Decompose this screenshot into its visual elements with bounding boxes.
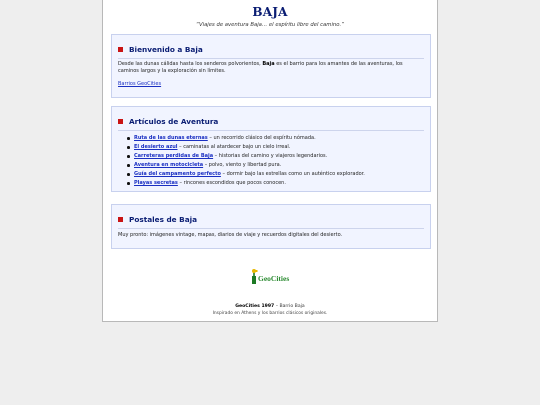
postcards-section — [111, 204, 431, 249]
postcards-text: Muy pronto: imágenes vintage, mapas, diarios de viaje y recuerdos digitales del desierto. — [118, 232, 343, 238]
red-square-icon — [118, 119, 123, 124]
red-square-icon — [118, 47, 123, 52]
article-link-carreteras[interactable]: Carreteras perdidas de Baja — [134, 153, 214, 160]
article-link-campamento[interactable]: Guía del campamento perfecto — [134, 171, 221, 178]
article-link-motocicleta[interactable]: Aventura en motocicleta — [134, 162, 204, 169]
postcards-title: Postales de Baja — [129, 215, 198, 224]
welcome-text-bold: Baja — [262, 61, 275, 67]
list-item: Playas secretas – rincones escondidos que pocos conocen. — [134, 179, 365, 188]
page-title: BAJA — [252, 5, 288, 19]
articles-list — [134, 134, 365, 189]
list-item: Aventura en motocicleta – polvo, viento y libertad pura. — [134, 161, 365, 170]
welcome-text: Desde las dunas cálidas hasta los senderos polvorientos, Baja es el barrio para los amantes de las aventuras, los caminos largos y la exploración sin límites. — [118, 61, 403, 74]
geocities-neighborhoods-link[interactable]: Barrios GeoCities — [118, 81, 162, 87]
list-item: Carreteras perdidas de Baja – historias del camino y viajeros legendarios. — [134, 152, 365, 161]
welcome-title: Bienvenido a Baja — [129, 45, 203, 54]
articles-title: Artículos de Aventura — [129, 117, 219, 126]
article-link-desierto-azul[interactable]: El desierto azul — [134, 144, 178, 151]
list-item: Ruta de las dunas eternas – un recorrido clásico del espíritu nómada. — [134, 134, 365, 143]
footer-line-1: GeoCities 1997 – Barrio Baja — [235, 304, 305, 309]
footer-line-2: Inspirado en Athens y los barrios clásicos originales. — [212, 311, 328, 316]
tagline: “Viajes de aventura Baja… el espíritu libre del camino.” — [196, 22, 344, 28]
footer-brand: GeoCities 1997 — [235, 304, 275, 309]
list-item: El desierto azul – caminatas al atardecer bajo un cielo irreal. — [134, 143, 365, 152]
geocities-logo-icon[interactable] — [251, 267, 291, 285]
list-item: Guía del campamento perfecto – dormir bajo las estrellas como un auténtico explorador. — [134, 170, 365, 179]
page-container — [102, 0, 438, 322]
section-divider — [118, 228, 424, 229]
logo-text: GeoCities — [258, 274, 290, 283]
welcome-section — [111, 34, 431, 98]
article-link-playas[interactable]: Playas secretas — [134, 180, 178, 187]
article-link-dunas[interactable]: Ruta de las dunas eternas — [134, 135, 208, 141]
section-divider — [118, 58, 424, 59]
red-square-icon — [118, 217, 123, 222]
articles-section — [111, 106, 431, 192]
section-divider — [118, 130, 424, 131]
